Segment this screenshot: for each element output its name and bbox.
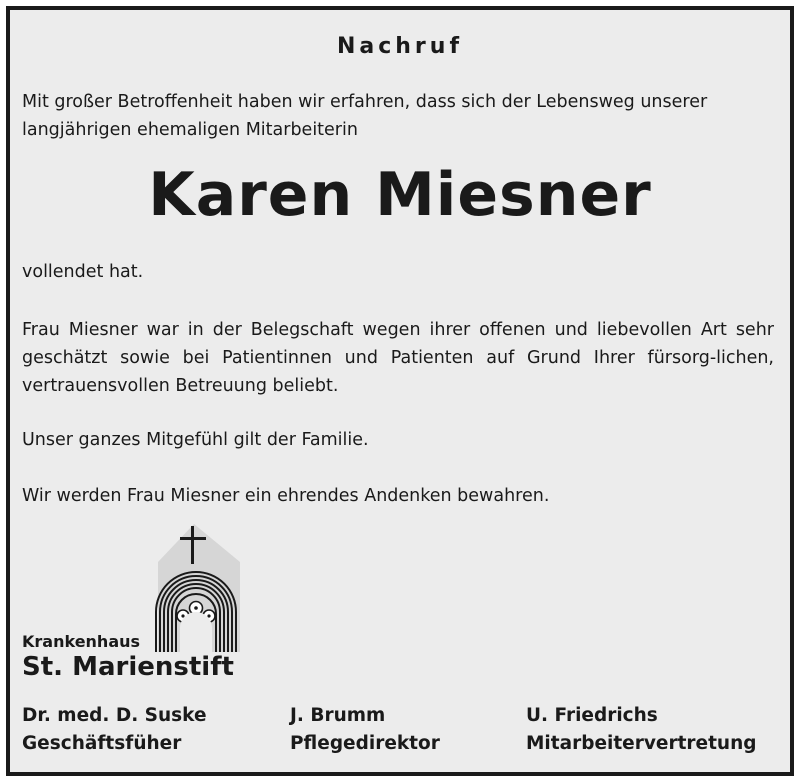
sympathy-text: Unser ganzes Mitgefühl gilt der Familie. <box>22 430 369 450</box>
logo-text-marienstift: St. Marienstift <box>22 652 234 682</box>
deceased-name: Karen Miesner <box>148 160 652 230</box>
hospital-logo <box>22 524 262 694</box>
signatory-brumm <box>290 702 440 758</box>
signatory-name: U. Friedrichs <box>526 705 658 726</box>
signatory-name: Dr. med. D. Suske <box>22 705 207 726</box>
cross-horizontal <box>180 537 206 540</box>
signatory-friedrichs <box>526 702 757 758</box>
chapel-arch-icon <box>144 524 254 662</box>
signatory-role: Pflegedirektor <box>290 733 440 754</box>
signatory-role: Geschäftsfüher <box>22 733 182 754</box>
remembrance-text: Wir werden Frau Miesner ein ehrendes Andenken bewahren. <box>22 486 550 506</box>
obituary-notice <box>6 6 794 776</box>
intro-text: Mit großer Betroffenheit haben wir erfahren, dass sich der Lebensweg unserer langjährigen ehemaligen Mitarbeiterin <box>22 92 708 140</box>
vollendet-text: vollendet hat. <box>22 262 144 282</box>
signatory-suske <box>22 702 207 758</box>
notice-title: Nachruf <box>336 34 464 59</box>
signatory-role: Mitarbeitervertretung <box>526 733 757 754</box>
signatory-name: J. Brumm <box>290 705 386 726</box>
description-text: Frau Miesner war in der Belegschaft wegen ihrer offenen und liebevollen Art sehr geschätzt sowie bei Patientinnen und Patienten auf Grund Ihrer fürsorg-lichen, vertrauensvollen Betreuung beliebt. <box>22 320 774 396</box>
cross-vertical <box>191 526 194 564</box>
logo-text-krankenhaus: Krankenhaus <box>22 632 141 651</box>
doorway <box>180 612 212 652</box>
